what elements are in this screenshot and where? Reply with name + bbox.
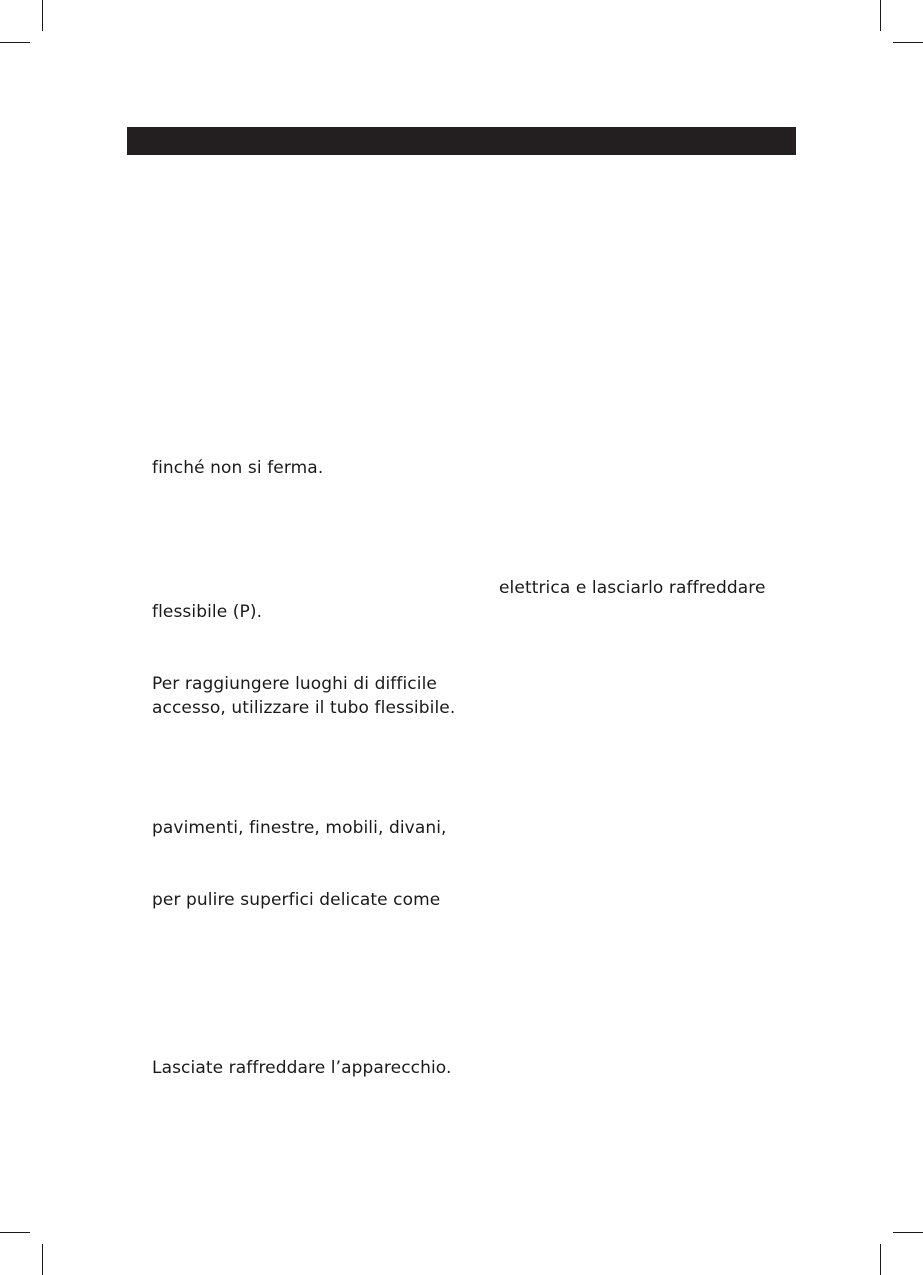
crop-mark-top-left-horizontal xyxy=(0,42,30,43)
text-line-flexible-p: flessibile (P). xyxy=(152,602,263,622)
crop-mark-bottom-right-vertical xyxy=(880,1244,881,1275)
crop-mark-top-right-horizontal xyxy=(893,42,923,43)
crop-mark-top-left-vertical xyxy=(42,0,43,31)
crop-mark-bottom-left-horizontal xyxy=(0,1232,30,1233)
crop-mark-bottom-right-horizontal xyxy=(893,1232,923,1233)
text-line-unplug-cool: elettrica e lasciarlo raffreddare xyxy=(499,578,766,598)
section-header-bar xyxy=(127,127,796,155)
crop-mark-bottom-left-vertical xyxy=(42,1244,43,1275)
text-line-delicate-surfaces: per pulire superfici delicate come xyxy=(152,890,441,910)
text-line-floors-windows: pavimenti, finestre, mobili, divani, xyxy=(152,818,447,838)
text-line-until-stops: finché non si ferma. xyxy=(152,458,324,478)
text-line-reach-places: Per raggiungere luoghi di difficile xyxy=(152,674,437,694)
crop-mark-top-right-vertical xyxy=(880,0,881,31)
text-line-use-hose: accesso, utilizzare il tubo flessibile. xyxy=(152,698,456,718)
text-line-let-cool: Lasciate raffreddare l’apparecchio. xyxy=(152,1058,452,1078)
